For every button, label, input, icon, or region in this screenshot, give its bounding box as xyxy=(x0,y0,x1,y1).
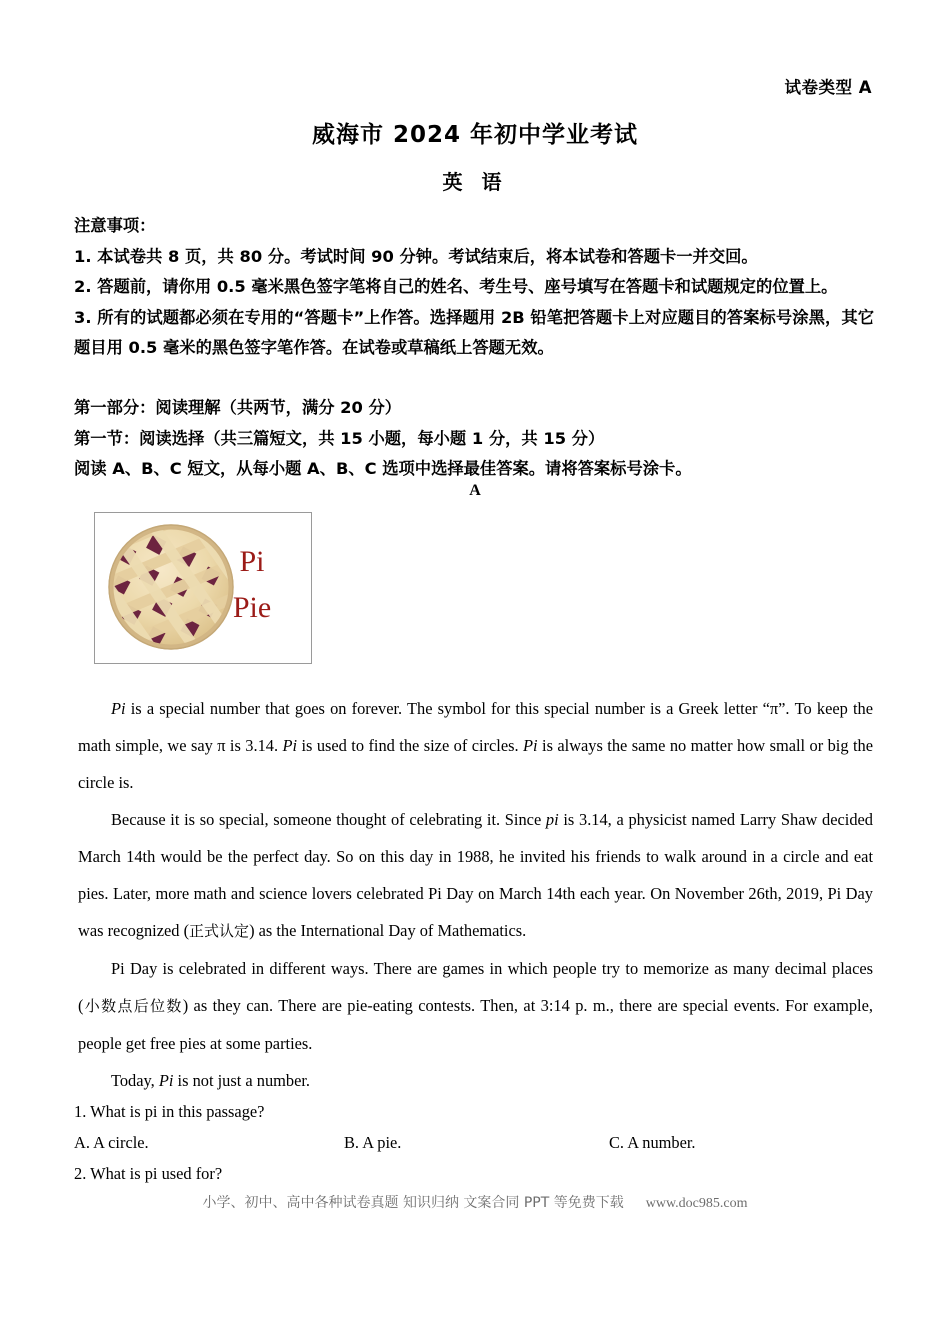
question-2-text: 2. What is pi used for? xyxy=(74,1164,223,1183)
question-1-option-b[interactable]: B. A pie. xyxy=(344,1133,402,1152)
notes-item-1: 1. 本试卷共 8 页，共 80 分。考试时间 90 分钟。考试结束后，将本试卷和答题卡一并交回。 xyxy=(74,246,758,266)
passage-paragraph-1 xyxy=(78,690,873,801)
notes-item-2: 2. 答题前，请你用 0.5 毫米黑色签字笔将自己的姓名、考生号、座号填写在答题卡和试题规定的位置上。 xyxy=(74,277,838,296)
p2-italic-pi: pi xyxy=(545,810,559,829)
p3-text-1: Pi Day is celebrated in different ways. There are games in which people try to memorize as many decimal places ( xyxy=(78,959,873,1015)
part-one-heading: 第一部分：阅读理解（共两节，满分 20 分） xyxy=(74,398,402,417)
notes-item-3: 3. 所有的试题都必须在专用的“答题卡”上作答。选择题用 2B 铅笔把答题卡上对应题目的答案标号涂黑，其它题目用 0.5 毫米的黑色签字笔作答。在试卷或草稿纸上答题无效。 xyxy=(74,307,874,357)
reading-passage xyxy=(78,690,873,1099)
p2-text-2: is 3.14, a physicist named Larry Shaw decided March 14th would be the perfect day. So on this day in 1988, he invited his friends to walk around in a circle and eat pies. Later, more math and science lovers celebrated Pi Day on March 14th each year. On November 26th, 2019, Pi Day was recognized ( xyxy=(78,810,873,940)
passage-paragraph-3 xyxy=(78,950,873,1062)
footer-url: www.doc985.com xyxy=(645,1196,748,1211)
notes-block xyxy=(74,211,874,364)
reading-instruction: 阅读 A、B、C 短文，从每小题 A、B、C 选项中选择最佳答案。请将答案标号涂卡。 xyxy=(74,459,692,478)
p4-text-1: Today, xyxy=(111,1071,159,1090)
pi-label-line-2: Pie xyxy=(232,591,272,624)
p1-text-1: is a special number that goes on forever. The symbol for this special number is a Greek letter “π”. To keep the math simple, we say π is 3.14. xyxy=(78,699,873,755)
section-headings xyxy=(74,393,884,485)
question-1-option-c[interactable]: C. A number. xyxy=(609,1133,696,1152)
pi-pie-label xyxy=(209,539,295,631)
exam-type-tag: 试卷类型 A xyxy=(784,78,872,97)
question-1-options xyxy=(74,1127,874,1158)
pi-label-line-1: Pi xyxy=(239,545,265,578)
question-1-text: 1. What is pi in this passage? xyxy=(74,1102,265,1121)
p3-text-2: ) as they can. There are pie-eating contests. Then, at 3:14 p. m., there are special events. For example, people get free pies at some parties. xyxy=(78,996,873,1053)
p1-text-2: is used to find the size of circles. xyxy=(297,736,524,755)
section-one-heading: 第一节：阅读选择（共三篇短文，共 15 小题，每小题 1 分，共 15 分） xyxy=(74,428,605,448)
p2-text-3: ) as the International Day of Mathematics. xyxy=(249,921,527,940)
p1-italic-pi-2: Pi xyxy=(282,736,298,755)
page-title: 威海市 2024 年初中学业考试 xyxy=(311,122,639,148)
p2-text-1: Because it is so special, someone thought of celebrating it. Since xyxy=(111,810,546,829)
p1-italic-pi-3: Pi xyxy=(523,736,538,755)
passage-paragraph-4 xyxy=(78,1062,873,1099)
p3-chinese-gloss: 小数点后位数 xyxy=(83,997,183,1015)
passage-paragraph-2 xyxy=(78,801,873,950)
footer-watermark xyxy=(0,1192,950,1212)
question-1-option-a[interactable]: A. A circle. xyxy=(74,1133,149,1152)
questions-list xyxy=(74,1096,874,1189)
footer-text: 小学、初中、高中各种试卷真题 知识归纳 文案合同 PPT 等免费下载 xyxy=(202,1195,624,1211)
pi-pie-figure xyxy=(94,512,312,664)
p4-text-2: is not just a number. xyxy=(173,1071,311,1090)
p1-text-3: is always the same no matter how small or big the circle is. xyxy=(78,736,873,792)
p4-italic-pi: Pi xyxy=(158,1071,174,1090)
subject-title: 英 语 xyxy=(442,170,508,194)
notes-heading: 注意事项： xyxy=(74,216,156,235)
p1-italic-pi-1: Pi xyxy=(111,699,126,718)
p2-chinese-gloss: 正式认定 xyxy=(189,922,250,940)
passage-letter-a: A xyxy=(469,482,481,499)
